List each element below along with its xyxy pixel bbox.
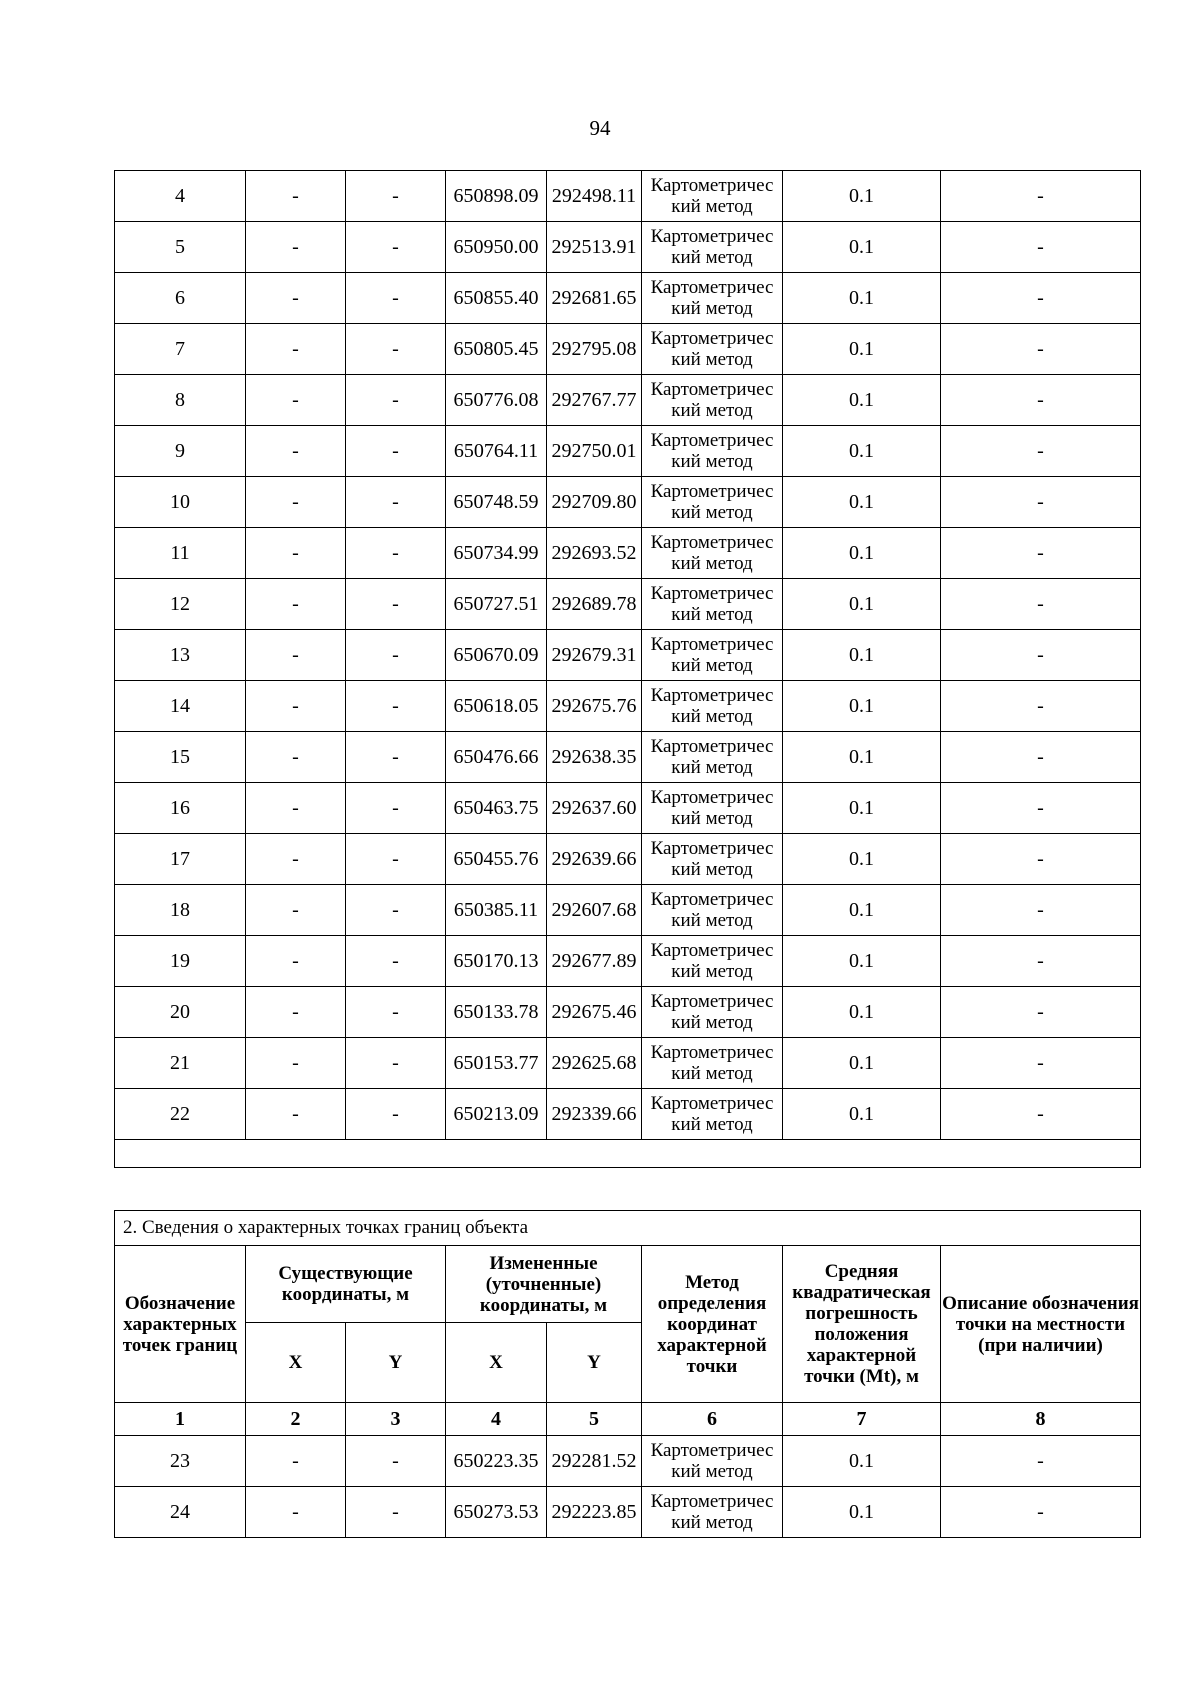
cell-existing-x: - xyxy=(246,579,346,630)
cell-existing-x: - xyxy=(246,1038,346,1089)
cell-method: Картометричес кий метод xyxy=(642,273,783,324)
cell-method: Картометричес кий метод xyxy=(642,681,783,732)
cell-point-id: 11 xyxy=(115,528,246,579)
cell-description: - xyxy=(941,171,1141,222)
cell-changed-y: 292639.66 xyxy=(547,834,642,885)
cell-point-id: 15 xyxy=(115,732,246,783)
cell-changed-y: 292709.80 xyxy=(547,477,642,528)
cell-method: Картометричес кий метод xyxy=(642,477,783,528)
cell-existing-x: - xyxy=(246,783,346,834)
cell-method: Картометричес кий метод xyxy=(642,885,783,936)
cell-method: Картометричес кий метод xyxy=(642,222,783,273)
column-number: 3 xyxy=(346,1403,446,1436)
cell-existing-x: - xyxy=(246,630,346,681)
cell-existing-x: - xyxy=(246,834,346,885)
cell-point-id: 7 xyxy=(115,324,246,375)
table-row xyxy=(115,375,1141,426)
cell-existing-x: - xyxy=(246,324,346,375)
cell-description: - xyxy=(941,1487,1141,1538)
cell-point-id: 16 xyxy=(115,783,246,834)
cell-description: - xyxy=(941,1089,1141,1140)
cell-existing-x: - xyxy=(246,222,346,273)
cell-point-id: 12 xyxy=(115,579,246,630)
cell-mean-error: 0.1 xyxy=(783,783,941,834)
cell-existing-x: - xyxy=(246,375,346,426)
cell-changed-x: 650950.00 xyxy=(446,222,547,273)
cell-changed-y: 292625.68 xyxy=(547,1038,642,1089)
cell-method: Картометричес кий метод xyxy=(642,171,783,222)
cell-mean-error: 0.1 xyxy=(783,528,941,579)
column-number: 6 xyxy=(642,1403,783,1436)
cell-existing-y: - xyxy=(346,324,446,375)
cell-description: - xyxy=(941,783,1141,834)
table-row xyxy=(115,1038,1141,1089)
cell-existing-y: - xyxy=(346,783,446,834)
cell-changed-x: 650385.11 xyxy=(446,885,547,936)
cell-description: - xyxy=(941,477,1141,528)
cell-changed-x: 650670.09 xyxy=(446,630,547,681)
cell-changed-x: 650133.78 xyxy=(446,987,547,1038)
cell-existing-x: - xyxy=(246,732,346,783)
header-method: Метод определения координат характерной точки xyxy=(642,1246,783,1403)
cell-point-id: 13 xyxy=(115,630,246,681)
cell-method: Картометричес кий метод xyxy=(642,579,783,630)
cell-existing-y: - xyxy=(346,630,446,681)
cell-description: - xyxy=(941,426,1141,477)
cell-method: Картометричес кий метод xyxy=(642,987,783,1038)
cell-existing-x: - xyxy=(246,987,346,1038)
cell-method: Картометричес кий метод xyxy=(642,783,783,834)
table-row xyxy=(115,834,1141,885)
cell-existing-y: - xyxy=(346,987,446,1038)
cell-description: - xyxy=(941,834,1141,885)
cell-description: - xyxy=(941,732,1141,783)
table-row xyxy=(115,681,1141,732)
cell-changed-y: 292750.01 xyxy=(547,426,642,477)
column-number: 1 xyxy=(115,1403,246,1436)
column-number: 2 xyxy=(246,1403,346,1436)
cell-changed-x: 650855.40 xyxy=(446,273,547,324)
cell-method: Картометричес кий метод xyxy=(642,426,783,477)
cell-changed-x: 650476.66 xyxy=(446,732,547,783)
cell-mean-error: 0.1 xyxy=(783,426,941,477)
cell-changed-x: 650213.09 xyxy=(446,1089,547,1140)
header-existing-coords: Существующие координаты, м xyxy=(246,1246,446,1323)
table-row xyxy=(115,1487,1141,1538)
cell-point-id: 9 xyxy=(115,426,246,477)
header-row xyxy=(115,1246,1141,1323)
cell-method: Картометричес кий метод xyxy=(642,834,783,885)
cell-existing-x: - xyxy=(246,477,346,528)
cell-point-id: 20 xyxy=(115,987,246,1038)
boundary-points-table xyxy=(114,1210,1141,1538)
cell-existing-y: - xyxy=(346,579,446,630)
column-number: 7 xyxy=(783,1403,941,1436)
cell-changed-x: 650748.59 xyxy=(446,477,547,528)
cell-mean-error: 0.1 xyxy=(783,273,941,324)
cell-description: - xyxy=(941,1038,1141,1089)
header-changed-x: X xyxy=(446,1323,547,1403)
table-row xyxy=(115,222,1141,273)
table-row xyxy=(115,1436,1141,1487)
header-point-designation: Обозначение характерных точек границ xyxy=(115,1246,246,1403)
cell-mean-error: 0.1 xyxy=(783,579,941,630)
table-row xyxy=(115,987,1141,1038)
cell-method: Картометричес кий метод xyxy=(642,1038,783,1089)
cell-mean-error: 0.1 xyxy=(783,987,941,1038)
cell-existing-x: - xyxy=(246,1487,346,1538)
table-row xyxy=(115,885,1141,936)
cell-mean-error: 0.1 xyxy=(783,222,941,273)
cell-changed-y: 292513.91 xyxy=(547,222,642,273)
table-row xyxy=(115,426,1141,477)
cell-changed-x: 650727.51 xyxy=(446,579,547,630)
cell-method: Картометричес кий метод xyxy=(642,375,783,426)
cell-description: - xyxy=(941,324,1141,375)
cell-existing-y: - xyxy=(346,375,446,426)
cell-mean-error: 0.1 xyxy=(783,375,941,426)
cell-changed-y: 292223.85 xyxy=(547,1487,642,1538)
cell-changed-x: 650463.75 xyxy=(446,783,547,834)
cell-mean-error: 0.1 xyxy=(783,324,941,375)
cell-changed-y: 292767.77 xyxy=(547,375,642,426)
column-number: 5 xyxy=(547,1403,642,1436)
cell-point-id: 23 xyxy=(115,1436,246,1487)
cell-existing-x: - xyxy=(246,681,346,732)
cell-description: - xyxy=(941,222,1141,273)
cell-existing-y: - xyxy=(346,885,446,936)
table-row xyxy=(115,732,1141,783)
cell-changed-y: 292339.66 xyxy=(547,1089,642,1140)
cell-existing-y: - xyxy=(346,273,446,324)
cell-description: - xyxy=(941,579,1141,630)
cell-mean-error: 0.1 xyxy=(783,477,941,528)
cell-existing-y: - xyxy=(346,681,446,732)
cell-existing-y: - xyxy=(346,171,446,222)
cell-method: Картометричес кий метод xyxy=(642,732,783,783)
cell-changed-x: 650273.53 xyxy=(446,1487,547,1538)
cell-existing-y: - xyxy=(346,477,446,528)
table-row xyxy=(115,783,1141,834)
cell-point-id: 6 xyxy=(115,273,246,324)
cell-changed-y: 292281.52 xyxy=(547,1436,642,1487)
cell-existing-x: - xyxy=(246,528,346,579)
cell-changed-y: 292689.78 xyxy=(547,579,642,630)
header-existing-y: Y xyxy=(346,1323,446,1403)
cell-existing-x: - xyxy=(246,1436,346,1487)
column-number: 4 xyxy=(446,1403,547,1436)
cell-changed-x: 650805.45 xyxy=(446,324,547,375)
cell-point-id: 14 xyxy=(115,681,246,732)
cell-description: - xyxy=(941,375,1141,426)
cell-changed-y: 292607.68 xyxy=(547,885,642,936)
cell-existing-x: - xyxy=(246,885,346,936)
cell-point-id: 8 xyxy=(115,375,246,426)
page-number: 94 xyxy=(589,116,611,140)
cell-existing-y: - xyxy=(346,1038,446,1089)
cell-mean-error: 0.1 xyxy=(783,630,941,681)
cell-point-id: 21 xyxy=(115,1038,246,1089)
cell-existing-x: - xyxy=(246,426,346,477)
cell-mean-error: 0.1 xyxy=(783,171,941,222)
cell-changed-y: 292795.08 xyxy=(547,324,642,375)
cell-existing-x: - xyxy=(246,171,346,222)
cell-changed-y: 292679.31 xyxy=(547,630,642,681)
cell-existing-y: - xyxy=(346,1436,446,1487)
cell-method: Картометричес кий метод xyxy=(642,324,783,375)
cell-mean-error: 0.1 xyxy=(783,681,941,732)
table-row xyxy=(115,1089,1141,1140)
cell-point-id: 4 xyxy=(115,171,246,222)
table-row xyxy=(115,477,1141,528)
cell-changed-x: 650734.99 xyxy=(446,528,547,579)
cell-point-id: 19 xyxy=(115,936,246,987)
cell-changed-x: 650618.05 xyxy=(446,681,547,732)
cell-point-id: 24 xyxy=(115,1487,246,1538)
cell-changed-y: 292638.35 xyxy=(547,732,642,783)
cell-changed-x: 650170.13 xyxy=(446,936,547,987)
cell-changed-y: 292675.46 xyxy=(547,987,642,1038)
cell-changed-x: 650898.09 xyxy=(446,171,547,222)
section-title: 2. Сведения о характерных точках границ объекта xyxy=(115,1211,1141,1246)
cell-description: - xyxy=(941,936,1141,987)
header-description: Описание обозначения точки на местности (при наличии) xyxy=(941,1246,1141,1403)
cell-mean-error: 0.1 xyxy=(783,1038,941,1089)
cell-point-id: 17 xyxy=(115,834,246,885)
boundary-points-table-continued xyxy=(114,170,1141,1168)
cell-method: Картометричес кий метод xyxy=(642,528,783,579)
cell-mean-error: 0.1 xyxy=(783,936,941,987)
cell-changed-x: 650153.77 xyxy=(446,1038,547,1089)
cell-existing-y: - xyxy=(346,834,446,885)
cell-changed-y: 292498.11 xyxy=(547,171,642,222)
cell-changed-y: 292681.65 xyxy=(547,273,642,324)
cell-mean-error: 0.1 xyxy=(783,1487,941,1538)
cell-description: - xyxy=(941,681,1141,732)
cell-method: Картометричес кий метод xyxy=(642,936,783,987)
cell-existing-x: - xyxy=(246,1089,346,1140)
cell-changed-x: 650223.35 xyxy=(446,1436,547,1487)
blank-cell xyxy=(115,1140,1141,1168)
cell-method: Картометричес кий метод xyxy=(642,1089,783,1140)
table-row xyxy=(115,579,1141,630)
cell-mean-error: 0.1 xyxy=(783,1089,941,1140)
section-title-row xyxy=(115,1211,1141,1246)
cell-mean-error: 0.1 xyxy=(783,1436,941,1487)
cell-point-id: 5 xyxy=(115,222,246,273)
cell-changed-y: 292677.89 xyxy=(547,936,642,987)
cell-changed-x: 650764.11 xyxy=(446,426,547,477)
cell-mean-error: 0.1 xyxy=(783,732,941,783)
cell-description: - xyxy=(941,885,1141,936)
cell-existing-x: - xyxy=(246,936,346,987)
header-mean-error: Средняя квадратическая погрешность положения характерной точки (Mt), м xyxy=(783,1246,941,1403)
cell-existing-y: - xyxy=(346,528,446,579)
cell-changed-y: 292693.52 xyxy=(547,528,642,579)
cell-mean-error: 0.1 xyxy=(783,885,941,936)
cell-method: Картометричес кий метод xyxy=(642,630,783,681)
table-row xyxy=(115,936,1141,987)
cell-existing-y: - xyxy=(346,1487,446,1538)
cell-existing-x: - xyxy=(246,273,346,324)
cell-changed-y: 292637.60 xyxy=(547,783,642,834)
cell-existing-y: - xyxy=(346,936,446,987)
cell-changed-x: 650776.08 xyxy=(446,375,547,426)
cell-point-id: 18 xyxy=(115,885,246,936)
blank-row xyxy=(115,1140,1141,1168)
cell-changed-x: 650455.76 xyxy=(446,834,547,885)
table-row xyxy=(115,528,1141,579)
table-row xyxy=(115,273,1141,324)
header-changed-coords: Измененные (уточненные) координаты, м xyxy=(446,1246,642,1323)
cell-description: - xyxy=(941,987,1141,1038)
header-changed-y: Y xyxy=(547,1323,642,1403)
table-row xyxy=(115,324,1141,375)
column-number: 8 xyxy=(941,1403,1141,1436)
cell-existing-y: - xyxy=(346,1089,446,1140)
column-numbers-row xyxy=(115,1403,1141,1436)
cell-existing-y: - xyxy=(346,732,446,783)
cell-existing-y: - xyxy=(346,222,446,273)
cell-description: - xyxy=(941,273,1141,324)
cell-description: - xyxy=(941,1436,1141,1487)
table-row xyxy=(115,171,1141,222)
header-existing-x: X xyxy=(246,1323,346,1403)
cell-point-id: 22 xyxy=(115,1089,246,1140)
cell-method: Картометричес кий метод xyxy=(642,1487,783,1538)
cell-point-id: 10 xyxy=(115,477,246,528)
cell-description: - xyxy=(941,528,1141,579)
cell-changed-y: 292675.76 xyxy=(547,681,642,732)
cell-method: Картометричес кий метод xyxy=(642,1436,783,1487)
cell-mean-error: 0.1 xyxy=(783,834,941,885)
cell-description: - xyxy=(941,630,1141,681)
cell-existing-y: - xyxy=(346,426,446,477)
table-row xyxy=(115,630,1141,681)
